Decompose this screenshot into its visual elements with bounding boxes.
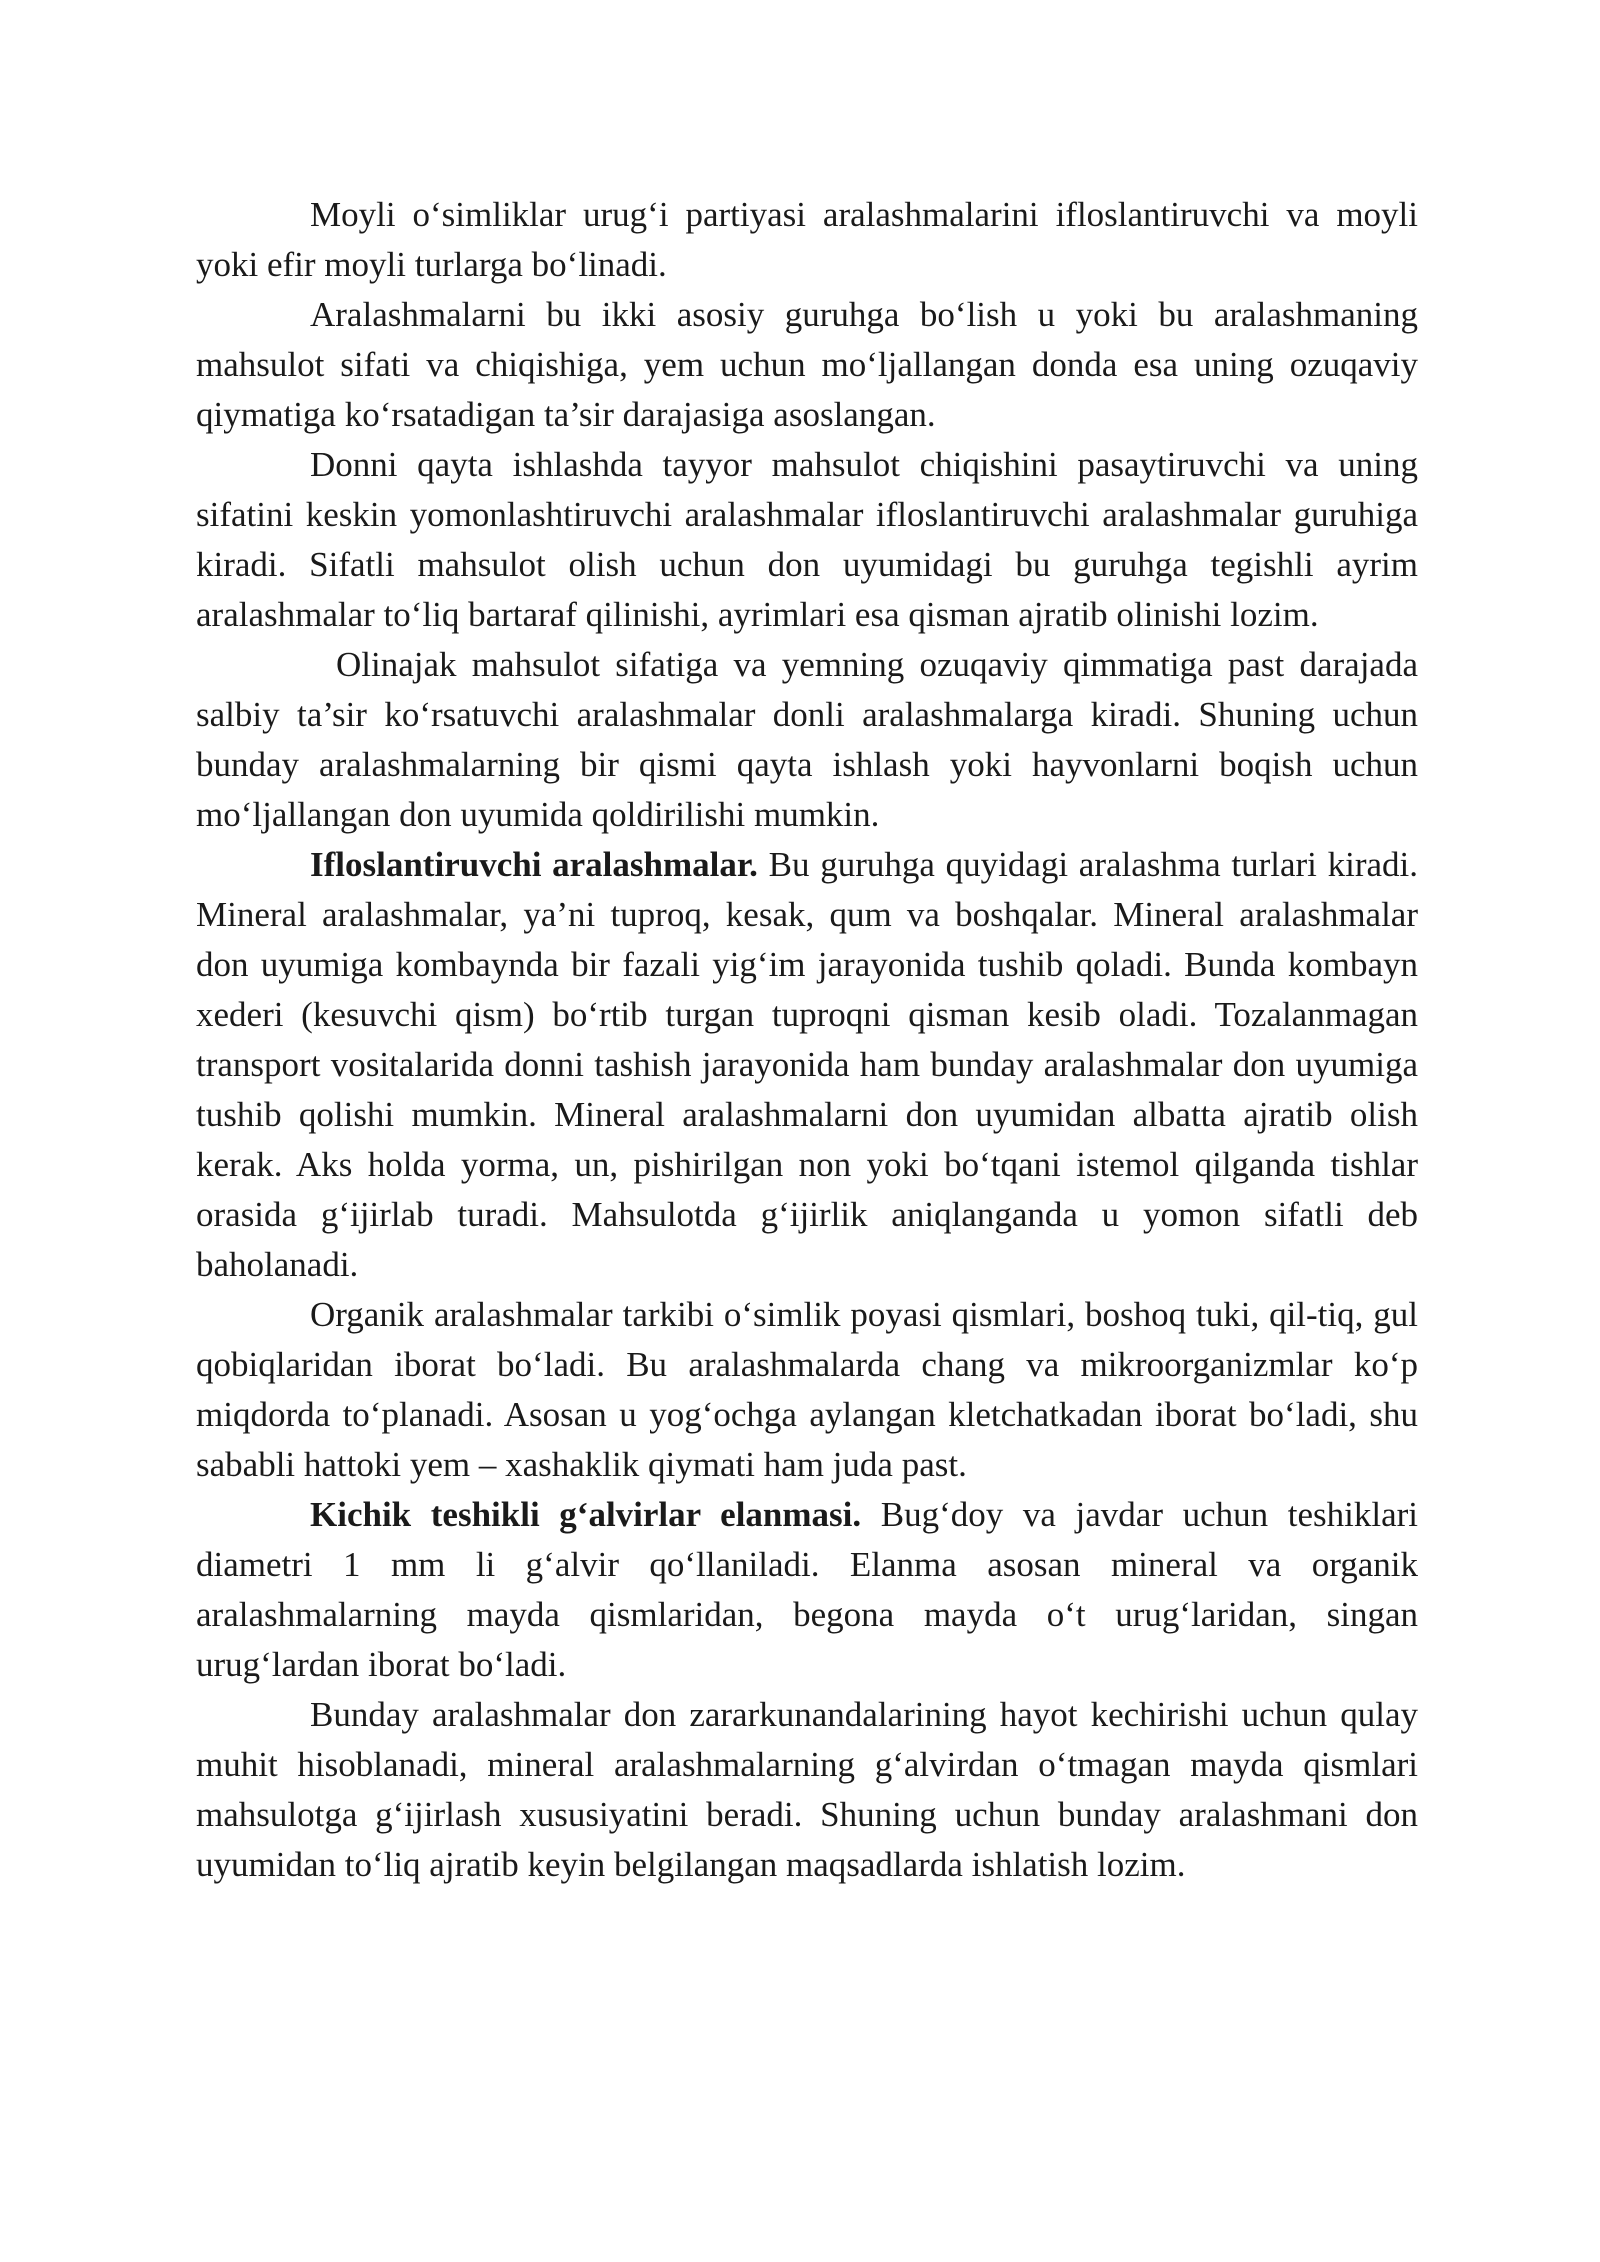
- paragraph-oilseed-impurities: [196, 190, 1418, 290]
- paragraph-polluting-impurities: [196, 840, 1418, 1290]
- paragraph-text: Organik aralashmalar tarkibi o‘simlik poyasi qismlari, boshoq tuki, qil-tiq, gul qobiqlaridan iborat bo‘ladi. Bu aralashmalarda chang va mikroorganizmlar ko‘p miqdorda to‘planadi. Asosan u yog‘ochga aylangan kletchatkadan iborat bo‘ladi, shu sababli hattoki yem – xashaklik qiymati ham juda past.: [196, 1295, 1418, 1484]
- paragraph-text: Moyli o‘simliklar urug‘i partiyasi aralashmalarini ifloslantiruvchi va moyli yoki efir moyli turlarga bo‘linadi.: [196, 195, 1418, 284]
- paragraph-text: Bug‘doy va javdar uchun teshiklari diametri 1 mm li g‘alvir qo‘llaniladi. Elanma asosan mineral va organik aralashmalarning mayda qismlaridan, begona mayda o‘t urug‘laridan, singan urug‘lardan iborat bo‘ladi.: [196, 1495, 1419, 1684]
- paragraph-organic-impurities: [196, 1290, 1418, 1490]
- paragraph-text: Bu guruhga quyidagi aralashma turlari kiradi. Mineral aralashmalar, ya’ni tuproq, kesak, qum va boshqalar. Mineral aralashmalar don uyumiga kombaynda bir fazali yig‘im jarayonida tushib qoladi. Bunda kombayn xederi (kesuvchi qism) bo‘rtib turgan tuproqni qisman kesib oladi. Tozalanmagan transport vositalarida donni tashish jarayonida ham bunday aralashmalar don uyumiga tushib qolishi mumkin. Mineral aralashmalarni don uyumidan albatta ajratib olish kerak. Aks holda yorma, un, pishirilgan non yoki bo‘tqani istemol qilganda tishlar orasida g‘ijirlab turadi. Mahsulotda g‘ijirlik aniqlanganda u yomon sifatli deb baholanadi.: [196, 845, 1418, 1284]
- paragraph-pest-environment: [196, 1690, 1418, 1890]
- paragraph-grouping-basis: [196, 290, 1418, 440]
- paragraph-text: Donni qayta ishlashda tayyor mahsulot chiqishini pasaytiruvchi va uning sifatini keskin yomonlashtiruvchi aralashmalar ifloslantiruvchi aralashmalar guruhiga kiradi. Sifatli mahsulot olish uchun don uyumidagi bu guruhga tegishli ayrim aralashmalar to‘liq bartaraf qilinishi, ayrimlari esa qisman ajratib olinishi lozim.: [196, 445, 1418, 634]
- paragraph-small-sieve-siftings: [196, 1490, 1418, 1690]
- paragraph-text: Bunday aralashmalar don zararkunandalarining hayot kechirishi uchun qulay muhit hisoblanadi, mineral aralashmalarning g‘alvirdan o‘tmagan mayda qismlari mahsulotga g‘ijirlash xususiyatini beradi. Shuning uchun bunday aralashmani don uyumidan to‘liq ajratib keyin belgilangan maqsadlarda ishlatish lozim.: [196, 1695, 1418, 1884]
- section-heading: Kichik teshikli g‘alvirlar elanmasi.: [310, 1495, 862, 1534]
- document-page: [196, 190, 1418, 1890]
- paragraph-text: Aralashmalarni bu ikki asosiy guruhga bo‘lish u yoki bu aralashmaning mahsulot sifati va chiqishiga, yem uchun mo‘ljallangan donda esa uning ozuqaviy qiymatiga ko‘rsatadigan ta’sir darajasiga asoslangan.: [196, 295, 1418, 434]
- paragraph-text: Olinajak mahsulot sifatiga va yemning ozuqaviy qimmatiga past darajada salbiy ta’sir ko‘rsatuvchi aralashmalar donli aralashmalarga kiradi. Shuning uchun bunday aralashmalarning bir qismi qayta ishlash yoki hayvonlarni boqish uchun mo‘ljallangan don uyumida qoldirilishi mumkin.: [196, 645, 1418, 834]
- paragraph-polluting-group: [196, 440, 1418, 640]
- section-heading: Ifloslantiruvchi aralashmalar.: [310, 845, 758, 884]
- paragraph-grain-impurities: [196, 640, 1418, 840]
